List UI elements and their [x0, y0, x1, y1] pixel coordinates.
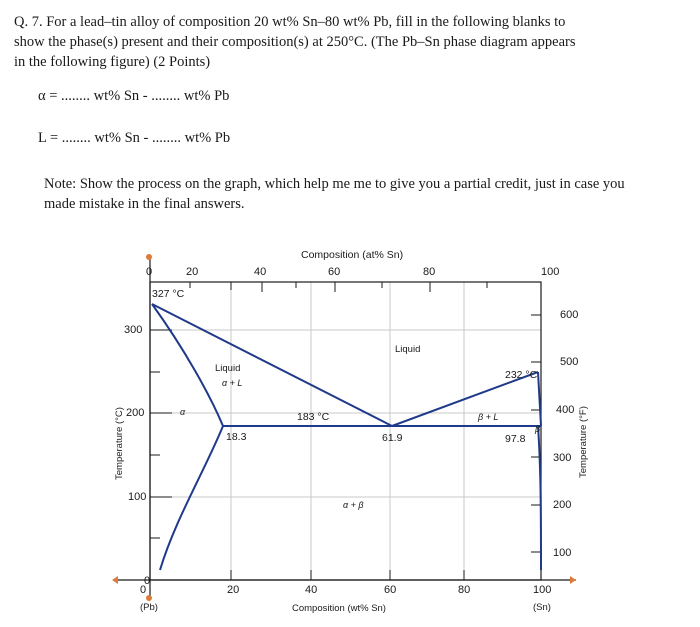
- left-tick-200: 200: [126, 407, 145, 419]
- top-tick-40: 40: [254, 266, 267, 278]
- bottom-tick-60: 60: [384, 584, 397, 596]
- phase-boundaries: [152, 304, 541, 570]
- right-tick-300: 300: [553, 452, 572, 464]
- question-line-3: in the following figure) (2 Points): [14, 54, 211, 70]
- left-tick-300: 300: [124, 324, 143, 336]
- left-tick-100: 100: [128, 491, 147, 503]
- pb-label: (Pb): [140, 602, 158, 613]
- left-axis-label: Temperature (°C): [114, 407, 125, 480]
- alpha-region-label: α: [180, 407, 186, 417]
- alpha-l-label: α + L: [222, 378, 243, 388]
- right-tick-500: 500: [560, 356, 579, 368]
- solvus-alpha: [160, 426, 223, 570]
- bottom-tick-100: 100: [533, 584, 552, 596]
- beta-region-label: β: [535, 424, 541, 434]
- bottom-tick-0: 0: [140, 584, 147, 596]
- left-arrow-icon: [112, 576, 118, 584]
- question-line-2: show the phase(s) present and their composition(s) at 250°C. (The Pb–Sn phase diagram appears: [14, 34, 576, 50]
- right-arrow-icon: [570, 576, 576, 584]
- question-line-1: Q. 7. For a lead–tin alloy of composition 20 wt% Sn–80 wt% Pb, fill in the following blanks to: [14, 14, 566, 30]
- note-line-2: made mistake in the final answers.: [44, 196, 245, 212]
- sn-label: (Sn): [533, 602, 551, 613]
- right-tick-200: 200: [553, 499, 572, 511]
- alpha-beta-label: α + β: [343, 500, 364, 510]
- alpha-blank[interactable]: α = ........ wt% Sn - ........ wt% Pb: [38, 88, 230, 104]
- plot-frame: [150, 282, 541, 580]
- sn-melt-label: 232 °C: [505, 369, 538, 381]
- eutectic-label: 183 °C: [297, 411, 330, 423]
- top-tick-20: 20: [186, 266, 199, 278]
- note-line-1: Note: Show the process on the graph, which help me me to give you a partial credit, just in case you: [44, 176, 625, 192]
- liquidus-line: [152, 304, 538, 426]
- bottom-tick-80: 80: [458, 584, 471, 596]
- top-tick-100: 100: [541, 266, 560, 278]
- liquid-blank[interactable]: L = ........ wt% Sn - ........ wt% Pb: [38, 130, 231, 146]
- top-tick-0: 0: [146, 266, 153, 278]
- right-axis-label: Temperature (°F): [578, 406, 589, 478]
- top-axis-label: Composition (at% Sn): [301, 249, 404, 261]
- c-beta-label: 97.8: [505, 433, 526, 445]
- c-alpha-label: 18.3: [226, 431, 247, 443]
- c-eutectic-label: 61.9: [382, 432, 403, 444]
- beta-l-label: β + L: [478, 412, 499, 422]
- right-tick-600: 600: [560, 309, 579, 321]
- left-tick-0: 0: [144, 575, 151, 587]
- grid: [150, 282, 541, 580]
- bottom-marker-icon: [146, 595, 152, 601]
- bottom-axis-label: Composition (wt% Sn): [292, 603, 386, 614]
- top-tick-60: 60: [328, 266, 341, 278]
- top-marker-icon: [146, 254, 152, 260]
- bottom-tick-20: 20: [227, 584, 240, 596]
- bottom-tick-40: 40: [305, 584, 318, 596]
- top-tick-80: 80: [423, 266, 436, 278]
- pb-melt-label: 327 °C: [152, 288, 185, 300]
- liquid-region-label: Liquid: [395, 344, 421, 355]
- right-tick-400: 400: [556, 404, 575, 416]
- liquid-left-label: Liquid: [215, 363, 241, 374]
- right-tick-100: 100: [553, 547, 572, 559]
